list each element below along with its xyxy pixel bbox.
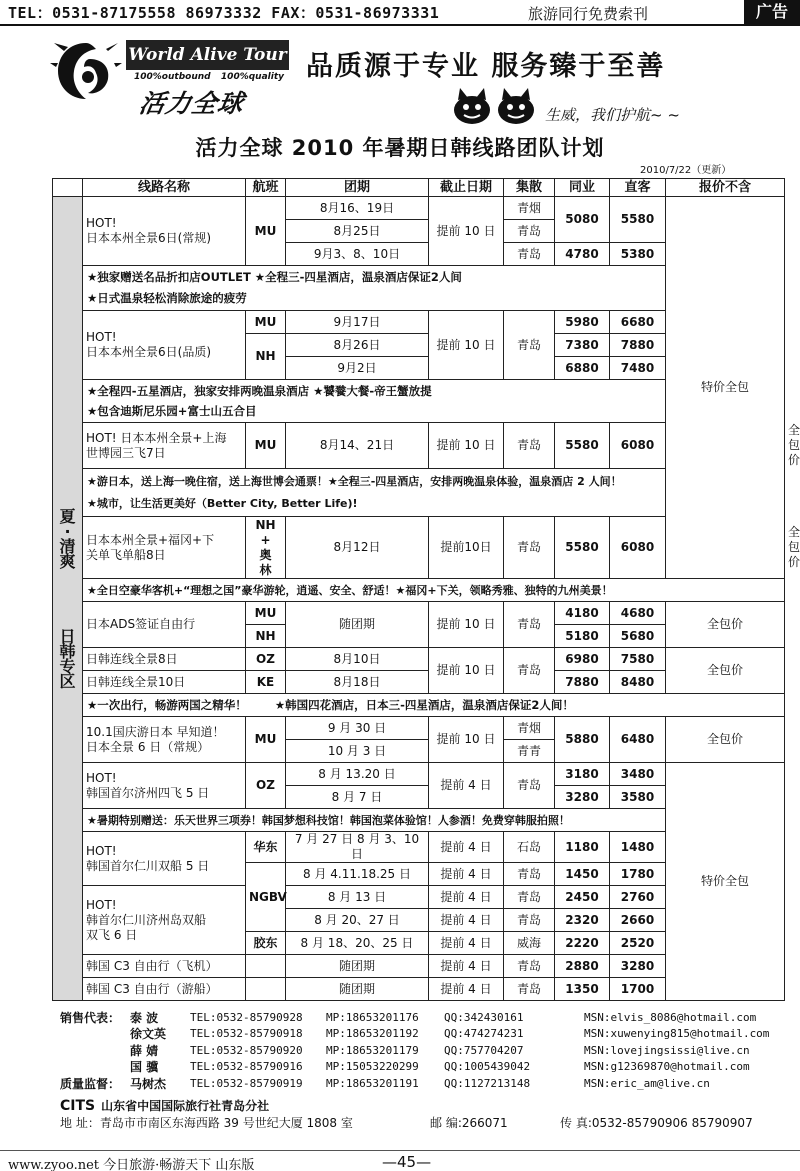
hub-city: 青岛 (504, 763, 555, 809)
flight-code: MU (246, 602, 286, 625)
trade-price: 6980 (555, 648, 610, 671)
rep-name: 徐文英 (130, 1027, 167, 1042)
rep-name: 国 骥 (130, 1060, 159, 1075)
direct-price: 5380 (610, 243, 666, 266)
header-route: 线路名称 (83, 179, 246, 197)
brand-name-cn: 活力全球 (137, 89, 247, 118)
rep-mobile: MP:18653201192 (326, 1027, 419, 1041)
route-highlights: ★暑期特别赠送：乐天世界三项券！韩国梦想科技馆！韩国泡菜体验馆！人参酒！免费穿韩服拍照！ (83, 809, 666, 832)
site-footer: www.zyoo.net 今日旅游·畅游天下 山东版 (8, 1158, 255, 1171)
route-name: 日本ADS签证自由行 (83, 602, 246, 648)
direct-price: 6080 (610, 517, 666, 579)
table-row (53, 602, 785, 625)
direct-price: 1480 (610, 832, 666, 863)
trade-price: 5980 (555, 311, 610, 334)
hub-city: 青烟 (504, 197, 555, 220)
rep-msn: MSN:elvis_8086@hotmail.com (584, 1010, 757, 1024)
flight-code: OZ (246, 763, 286, 809)
departure-date: 8月14、21日 (286, 423, 429, 469)
hub-city: 青岛 (504, 311, 555, 380)
table-row (53, 469, 785, 517)
direct-price: 6480 (610, 717, 666, 763)
departure-date: 8 月 18、20、25 日 (286, 932, 429, 955)
trade-price: 2220 (555, 932, 610, 955)
trade-price: 3280 (555, 786, 610, 809)
rep-qq: QQ:474274231 (444, 1027, 524, 1041)
trade-price: 3180 (555, 763, 610, 786)
agency-line (60, 1097, 269, 1114)
list-item (60, 1075, 795, 1092)
rep-mobile: MP:18653201176 (326, 1010, 419, 1024)
table-row (53, 717, 785, 740)
deadline: 提前 10 日 (429, 423, 504, 469)
flight-code: NGBV (246, 863, 286, 932)
trade-price: 4180 (555, 602, 610, 625)
direct-price: 7480 (610, 357, 666, 380)
rep-name: 马树杰 (130, 1076, 167, 1091)
rep-tel: TEL:0532-85790918 (190, 1027, 303, 1041)
hub-city: 青岛 (504, 423, 555, 469)
route-name: HOT! 日本本州全景6日(常规) (83, 197, 246, 266)
departure-date: 8月12日 (286, 517, 429, 579)
hub-city: 青岛 (504, 909, 555, 932)
address-line (60, 1114, 800, 1131)
rep-qq: QQ:1127213148 (444, 1076, 531, 1090)
departure-date: 8 月 13 日 (286, 886, 429, 909)
trade-price: 6880 (555, 357, 610, 380)
hub-city: 青岛 (504, 955, 555, 978)
list-item (60, 1009, 795, 1026)
flight-code: MU (246, 311, 286, 334)
bottom-bar (0, 1150, 800, 1171)
sales-contacts (60, 1009, 795, 1092)
route-name: 日本本州全景+福冈+下 关单飞单船8日 (83, 517, 246, 579)
rep-mobile: MP:15053220299 (326, 1060, 419, 1074)
departure-date: 8月26日 (286, 334, 429, 357)
rep-mobile: MP:18653201191 (326, 1076, 419, 1090)
mascot-cats-icon (450, 86, 540, 126)
trade-price: 4780 (555, 243, 610, 266)
rep-mobile: MP:18653201179 (326, 1043, 419, 1057)
route-name: HOT! 韩首尔仁川济州岛双船 双飞 6 日 (83, 886, 246, 955)
list-item (60, 1059, 795, 1076)
price-note: 全包价 (666, 602, 785, 648)
trade-price: 5880 (555, 717, 610, 763)
rep-msn: MSN:xuwenying815@hotmail.com (584, 1027, 770, 1041)
rep-name: 薛 婧 (130, 1043, 159, 1058)
deadline: 提前 4 日 (429, 932, 504, 955)
cits-logo: CITS (60, 1098, 96, 1114)
rep-qq: QQ:757704207 (444, 1043, 524, 1057)
table-header-row (53, 179, 785, 197)
flight-code-empty (246, 955, 286, 978)
zone-label: 夏 · 清 爽 日 韩 专 区 (53, 197, 83, 1001)
route-name: HOT! 日本本州全景+上海 世博园三飞7日 (83, 423, 246, 469)
trade-price: 1350 (555, 978, 610, 1001)
rep-msn: MSN:g12369870@hotmail.com (584, 1060, 750, 1074)
header-flight: 航班 (246, 179, 286, 197)
plan-title: 活力全球 2010 年暑期日韩线路团队计划 (195, 136, 605, 160)
header-blank (53, 179, 83, 197)
direct-price: 4680 (610, 602, 666, 625)
direct-price: 3280 (610, 955, 666, 978)
rep-msn: MSN:lovejingsissi@live.cn (584, 1043, 750, 1057)
flight-code-empty (246, 978, 286, 1001)
free-catalog-slogan: 旅游同行免费索刊 (528, 5, 649, 23)
hub-city: 青烟 (504, 717, 555, 740)
motto: 品质源于专业 服务臻于至善 (306, 51, 666, 82)
header-trade: 同业 (555, 179, 610, 197)
departure-date: 10 月 3 日 (286, 740, 429, 763)
deadline: 提前 10 日 (429, 602, 504, 648)
direct-price: 5680 (610, 625, 666, 648)
table-row (53, 694, 785, 717)
deadline: 提前 4 日 (429, 955, 504, 978)
route-name: 韩国 C3 自由行（游船） (83, 978, 246, 1001)
trade-price: 5580 (555, 517, 610, 579)
list-item (60, 1026, 795, 1043)
deadline: 提前 4 日 (429, 863, 504, 886)
brand-subtitle (134, 72, 284, 82)
flight-code: 胶东 (246, 932, 286, 955)
table-row (53, 579, 785, 602)
deadline: 提前 4 日 (429, 763, 504, 809)
departure-date: 8月25日 (286, 220, 429, 243)
direct-price: 1780 (610, 863, 666, 886)
update-date: 2010/7/22（更新） (640, 165, 732, 176)
flight-code: KE (246, 671, 286, 694)
departure-date: 8 月 13.20 日 (286, 763, 429, 786)
qa-label: 质量监督： (60, 1076, 121, 1091)
deadline: 提前10日 (429, 517, 504, 579)
contact-line: TEL：0531-87175558 86973332 FAX：0531-86973331 (8, 4, 440, 22)
header-deadline: 截止日期 (429, 179, 504, 197)
route-name: HOT! 日本本州全景6日(品质) (83, 311, 246, 380)
hub-city: 石岛 (504, 832, 555, 863)
departure-date: 8 月 7 日 (286, 786, 429, 809)
deadline: 提前 10 日 (429, 648, 504, 694)
flight-code: MU (246, 197, 286, 266)
route-name: HOT! 韩国首尔仁川双船 5 日 (83, 832, 246, 886)
rep-tel: TEL:0532-85790919 (190, 1076, 303, 1090)
swirl-logo-icon (50, 37, 122, 105)
departure-date: 8月10日 (286, 648, 429, 671)
sales-label: 销售代表： (60, 1010, 121, 1025)
trade-price: 7880 (555, 671, 610, 694)
flight-code: 华东 (246, 832, 286, 863)
departure-date: 随团期 (286, 955, 429, 978)
flight-code: MU (246, 717, 286, 763)
deadline: 提前 10 日 (429, 717, 504, 763)
rep-tel: TEL:0532-85790928 (190, 1010, 303, 1024)
direct-price: 3580 (610, 786, 666, 809)
ad-tag: 广告 (744, 0, 800, 24)
address: 地 址：青岛市市南区东海西路 39 号世纪大厦 1808 室 (60, 1116, 353, 1130)
flight-code: NH (246, 625, 286, 648)
hub-city: 青岛 (504, 863, 555, 886)
hub-city: 青岛 (504, 886, 555, 909)
direct-price: 2520 (610, 932, 666, 955)
rep-qq: QQ:1005439042 (444, 1060, 531, 1074)
trade-price: 5580 (555, 423, 610, 469)
flight-code: NH (246, 334, 286, 380)
trade-price: 2320 (555, 909, 610, 932)
hub-city: 青岛 (504, 602, 555, 648)
table-row: HOT! 日本本州全景+上海 世博园三飞7日 MU 8月14、21日 提前 10 日 青岛 5580 6080 全包价 (53, 423, 785, 469)
trade-price: 5180 (555, 625, 610, 648)
direct-price: 3480 (610, 763, 666, 786)
table-row (53, 648, 785, 671)
brand-sub-left: 100%outbound (134, 72, 211, 82)
header-direct: 直客 (610, 179, 666, 197)
departure-date: 随团期 (286, 978, 429, 1001)
fax: 传 真:0532-85790906 85790907 (560, 1116, 753, 1130)
price-note: 特价全包 (666, 763, 785, 1001)
departure-date: 9月17日 (286, 311, 429, 334)
direct-price: 6680 (610, 311, 666, 334)
route-name: 日韩连线全景10日 (83, 671, 246, 694)
direct-price: 7580 (610, 648, 666, 671)
deadline: 提前 4 日 (429, 978, 504, 1001)
table-row (53, 763, 785, 786)
trade-price: 1450 (555, 863, 610, 886)
route-highlights: ★一次出行，畅游两国之精华！ ★韩国四花酒店，日本三-四星酒店，温泉酒店保证2人间！ (83, 694, 785, 717)
deadline: 提前 10 日 (429, 311, 504, 380)
direct-price: 6080 (610, 423, 666, 469)
departure-date: 随团期 (286, 602, 429, 648)
route-name: 韩国 C3 自由行（飞机） (83, 955, 246, 978)
departure-date: 9 月 30 日 (286, 717, 429, 740)
rep-name: 泰 波 (130, 1010, 159, 1025)
price-note: 全包价 (666, 717, 785, 763)
table-row (53, 197, 785, 220)
departure-date: 9月3、8、10日 (286, 243, 429, 266)
route-name: 10.1国庆游日本 早知道！ 日本全景 6 日（常规） (83, 717, 246, 763)
departure-date: 8 月 20、27 日 (286, 909, 429, 932)
departure-date: 8月16、19日 (286, 197, 429, 220)
departure-date: 8月18日 (286, 671, 429, 694)
route-highlights: ★全程四-五星酒店，独家安排两晚温泉酒店 ★饕餮大餐-帝王蟹放提 ★包含迪斯尼乐园+富士山五合目 (83, 380, 666, 423)
direct-price: 2660 (610, 909, 666, 932)
flight-code: MU (246, 423, 286, 469)
top-bar (0, 0, 800, 26)
direct-price: 7880 (610, 334, 666, 357)
rep-tel: TEL:0532-85790916 (190, 1060, 303, 1074)
postcode: 邮 编:266071 (430, 1116, 508, 1130)
route-highlights: ★独家赠送名品折扣店OUTLET ★全程三-四星酒店，温泉酒店保证2人间 ★日式温泉轻松消除旅途的疲劳 (83, 266, 666, 311)
brand-sub-right: 100%quality (220, 72, 284, 82)
tour-schedule-table (52, 178, 800, 1001)
route-name: 日韩连线全景8日 (83, 648, 246, 671)
hub-city: 青岛 (504, 517, 555, 579)
hub-city: 青岛 (504, 243, 555, 266)
hub-city: 青岛 (504, 978, 555, 1001)
deadline: 提前 10 日 (429, 197, 504, 266)
flight-code: NH + 奥 林 (246, 517, 286, 579)
trade-price: 1180 (555, 832, 610, 863)
price-note: 特价全包 (666, 197, 785, 579)
departure-date: 8 月 4.11.18.25 日 (286, 863, 429, 886)
direct-price: 1700 (610, 978, 666, 1001)
deadline: 提前 4 日 (429, 909, 504, 932)
direct-price: 5580 (610, 197, 666, 243)
rep-tel: TEL:0532-85790920 (190, 1043, 303, 1057)
departure-date: 7 月 27 日 8 月 3、10 日 (286, 832, 429, 863)
flight-code: OZ (246, 648, 286, 671)
direct-price: 2760 (610, 886, 666, 909)
hub-city: 威海 (504, 932, 555, 955)
route-highlights: ★全日空豪华客机+“理想之国”豪华游轮，逍遥、安全、舒适！★福冈+下关，领略秀雅、独特的九州美景！ (83, 579, 785, 602)
header-exclusions: 报价不含 (666, 179, 785, 197)
page-number: —45— (382, 1153, 432, 1171)
direct-price: 8480 (610, 671, 666, 694)
list-item (60, 1042, 795, 1059)
rep-qq: QQ:342430161 (444, 1010, 524, 1024)
table-row: 日本本州全景+福冈+下 关单飞单船8日 NH + 奥 林 8月12日 提前10日 青岛 5580 6080 全包价 (53, 517, 785, 579)
rep-msn: MSN:eric_am@live.cn (584, 1076, 710, 1090)
route-highlights: ★游日本，送上海一晚住宿，送上海世博会通票！★全程三-四星酒店，安排两晚温泉体验，温泉酒店 2 人间！ ★城市，让生活更美好（Better City, Better Life)! (83, 469, 785, 517)
deadline: 提前 4 日 (429, 886, 504, 909)
trade-price: 5080 (555, 197, 610, 243)
hub-city: 青岛 (504, 220, 555, 243)
trade-price: 2450 (555, 886, 610, 909)
price-note: 全包价 (666, 648, 785, 694)
deadline: 提前 4 日 (429, 832, 504, 863)
trade-price: 7380 (555, 334, 610, 357)
hub-city: 青青 (504, 740, 555, 763)
header-dates: 团期 (286, 179, 429, 197)
trade-price: 2880 (555, 955, 610, 978)
brand-name-en: World Alive Tour (126, 40, 289, 70)
departure-date: 9月2日 (286, 357, 429, 380)
agency-name: 山东省中国国际旅行社青岛分社 (101, 1099, 270, 1113)
route-name: HOT! 韩国首尔济州四飞 5 日 (83, 763, 246, 809)
mascot-slogan: 生威，我们护航~ ~ (545, 106, 680, 124)
header-hub: 集散 (504, 179, 555, 197)
hub-city: 青岛 (504, 648, 555, 694)
